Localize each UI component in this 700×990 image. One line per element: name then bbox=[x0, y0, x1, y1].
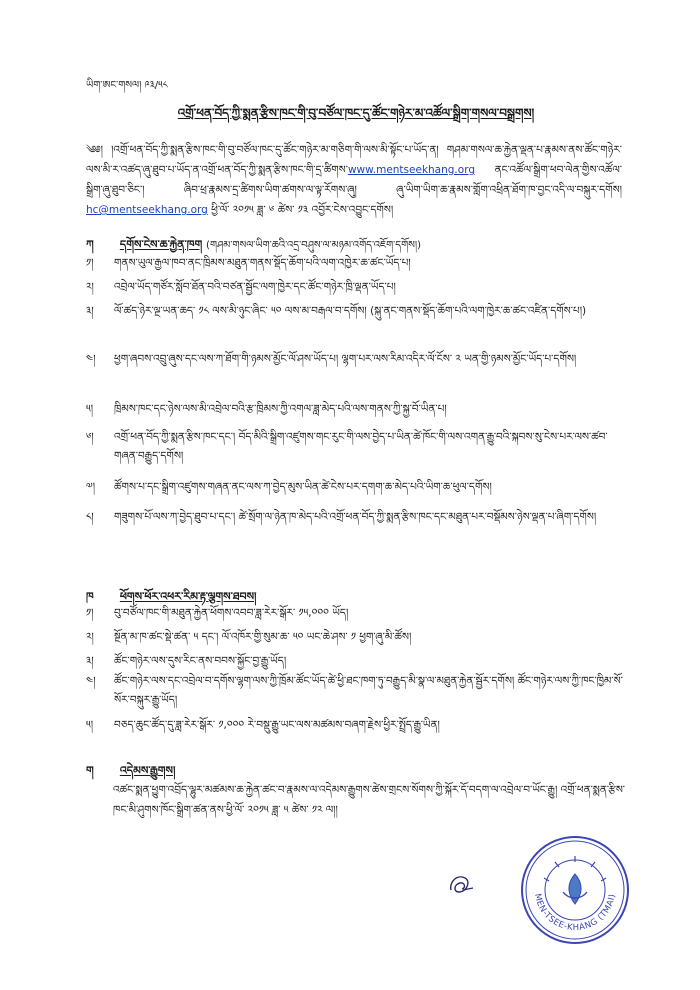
item-number: ༢། bbox=[86, 631, 94, 643]
list-item bbox=[86, 278, 626, 297]
list-item bbox=[86, 604, 626, 623]
list-item bbox=[86, 400, 626, 419]
list-item bbox=[86, 652, 626, 671]
item-number: ༨། bbox=[86, 511, 94, 523]
seal-icon bbox=[519, 834, 631, 946]
list-item bbox=[86, 508, 626, 527]
item-number: ༤། bbox=[86, 353, 96, 365]
section-marker: ཀ bbox=[86, 238, 94, 251]
list-item bbox=[86, 254, 626, 273]
item-number: ༢། bbox=[86, 281, 94, 293]
intro-text-3: ཕྱི་ལོ་ ༢༠༡༥ ཟླ་ ༦ ཚེས་ ༡༣ འབྱོར་ངེས་འབྱུང་དགོས། bbox=[207, 204, 394, 216]
list-item bbox=[86, 302, 626, 321]
item-text: ཁྲིམས་ཁང་དང་ཉེས་ལས་མི་འབྲེལ་བའི་རྩ་ཁྲིམས་ཀྱི་འགལ་ཟླ་མེད་པའི་ལས་གནས་ཀྱི་སྐྱ་བོ་ཡིན་པ། bbox=[114, 403, 447, 415]
item-number: ༦། bbox=[86, 431, 94, 443]
item-text: ཚོང་གཉེར་ལས་དུས་རིང་ནས་བབས་སྐྱོང་བྱ་རྒྱུ་ཡོད། bbox=[114, 655, 287, 667]
section-heading-text: དགོས་ངེས་ཆ་རྐྱེན་ཁག bbox=[119, 238, 203, 251]
item-text: ཚོང་གཉེར་ལས་དང་འབྲེལ་བ་དགོས་ལྷག་ལས་ཀྱི་ཁྲོམ་ཚོང་ཡོད་ཚེ་ཕྱི་ཐང་ཁག་ཏུ་བརྒྱུད་མི་སྣ་ལ་མཐུན་རྐྱེན་སྦྱོར་དགོས། ཚོང་གཉེར་ལས་ཀྱི་ཁང་ཁྱིམ་སོ་སོར་བསྐུར་རྒྱུ་ཡོད། bbox=[114, 675, 623, 706]
list-item bbox=[86, 350, 626, 369]
section-heading-text: ཕོགས་ཕོར་འཕར་རིམ་རྟ་ལྕགས་ཐབས། bbox=[119, 590, 257, 603]
list-item bbox=[86, 716, 626, 735]
email-link[interactable]: hc@mentseekhang.org bbox=[86, 204, 208, 216]
list-item bbox=[86, 428, 626, 466]
item-number: ༡། bbox=[86, 257, 94, 269]
list-item bbox=[86, 628, 626, 647]
intro-paragraph bbox=[86, 140, 622, 220]
item-text: གཟུགས་པོ་ལས་ཀ་བྱེད་ཐུབ་པ་དང་། ཚེ་སྲོག་ལ་ཉེན་ཁ་མེད་པའི་འགྲོ་ཕན་བོད་ཀྱི་སྨན་རྩིས་ཁང་དང་མཐུན་པར་བསྡོམས་ཉེས་ལྡན་པ་ཞིག་དགོས། bbox=[114, 511, 597, 523]
intro-text-2: ནང་འཚོལ་སྒྲིག་ཕབ་ལེན་གྱིས་འཚོལ་སྒྲིག་ཞུ་ཐུབ་ཅིང་། ཞིབ་ཕྲ་རྣམས་དྲ་ཚིགས་ཡིག་ཚགས་ལ་ལྟ་རོགས་ཞུ། ཞུ་ཡིག་ཡིག་ཆ་རྣམས་གློག་འཕྲིན་ཐོག་ཁ་བྱང་འདི་ལ་བསྐུར་དགོས། bbox=[86, 164, 622, 196]
item-number: ༥། bbox=[86, 403, 94, 415]
section-marker: ཁ bbox=[86, 590, 94, 603]
reference-number: ཡིག་ཨང་གསལ། ༩༣/༥༨ bbox=[86, 80, 168, 91]
item-number: ༥། bbox=[86, 719, 94, 731]
item-text: གནས་ཡུལ་རྒྱལ་ཁབ་ནང་ཁྲིམས་མཐུན་གནས་སྡོད་ཆོག་པའི་ལག་འཁྱེར་ཆ་ཚང་ཡོད་པ། bbox=[114, 257, 411, 269]
item-text: ལོ་ཚད་ཉེར་ལྔ་ཡན་ཆད་ ༡༨ ལས་མི་ཉུང་ཞིང་ ༥༠ ལས་མ་བརྒལ་བ་དགོས། (སྐུ་ནང་གནས་སྡོད་ཆོག་པའི་ལག་ཁྱེར་ཆ་ཚང་འཛིན་དགོས་པ།) bbox=[114, 305, 587, 317]
item-text: བཅད་ཆུང་ཚོད་དུ་ཟླ་རེར་སྒོར་ ༡,༠༠༠ རེ་བསྡུ་རྒྱུ་ཡང་ལས་མཚམས་བཞག་རྗེས་ཕྱིར་སྤྲོད་རྒྱུ་ཡིན། bbox=[114, 719, 440, 731]
item-number: ༤། bbox=[86, 675, 96, 687]
item-number: ༡། bbox=[86, 607, 94, 619]
section-marker: ག bbox=[86, 764, 94, 777]
item-number: ༣། bbox=[86, 305, 94, 317]
section-heading-text: འདེམས་རྒྱུགས། bbox=[119, 764, 176, 777]
item-text: འབྲེལ་ཡོད་གཙོར་སློབ་ཐོན་བའི་བཙན་སྦྱོང་ལག་ཁྱེར་དང་ཚོང་གཉེར་ཁྲི་ལྡན་ཡོད་པ། bbox=[114, 281, 396, 293]
item-text: སྔོན་མ་ཁ་ཚང་སྡེ་ཚན་ ༥ དང་། ལོ་འཁོར་གྱི་སུམ་ཆ་ ༥༠ ཡང་ཆེ་ཤས་ ༡ ཕྱག་ཞུ་མི་ཚོས། bbox=[114, 631, 412, 643]
section-note: (གཤམ་གསལ་ཡིག་ཆའི་འདྲ་བཤུས་ལ་མཉམ་འགོད་འཇོག་དགོས།) bbox=[206, 240, 421, 251]
list-item bbox=[86, 478, 626, 497]
page-title: འགྲོ་ཕན་བོད་ཀྱི་སྨན་རྩིས་ཁང་གི་བུ་བཙོལ་ཁང་དུ་ཚོང་གཉེར་མ་འཚོལ་སྒྲིག་གསལ་བསྒྲགས། bbox=[177, 106, 535, 120]
intro-text-1: ༄༅། །འགྲོ་ཕན་བོད་ཀྱི་སྨན་རྩིས་ཁང་གི་བུ་བཙོལ་ཁང་དུ་ཚོང་གཉེར་མ་གཅིག་གི་ལས་མི་སྟོང་པ་ཡོད་ན། གཤམ་གསལ་ཆ་རྐྱེན་ལྡན་པ་རྣམས་ནས་ཚོང་གཉེར་ལས་མི་ར་འཚད་ཞུ་ཐུབ་པ་ཡོད་ན་འགྲོ་ཕན་བོད་ཀྱི་སྨན་རྩིས་ཁང་གི་དྲ་ཚིགས་ bbox=[86, 144, 622, 176]
item-number: ༣། bbox=[86, 655, 94, 667]
seal-text: MEN-TSEE-KHANG (TMAI) bbox=[532, 892, 618, 934]
item-text: འགྲོ་ཕན་བོད་ཀྱི་སྨན་རྩིས་ཁང་དང་། བོད་མིའི་སྒྲིག་འཛུགས་གང་རུང་གི་ལས་བྱེད་པ་ཡིན་ཚེ་ཁོང་གི་ལས་འགན་རྒྱུ་བའི་སྐབས་སུ་ངེས་པར་ལས་ཚབ་གཞན་བརྒྱུད་དགོས། bbox=[114, 431, 608, 462]
item-text: ཕྱག་ཞབས་འབྲུ་ཞུས་དང་ལས་ཀ་ཐོག་གི་ཉམས་མྱོང་ལོ་ཤས་ཡོད་པ། ལྷག་པར་ལས་རིམ་འདིར་ལོ་ངོས་ ༢ ཡན་གྱི་ཉམས་མྱོང་ཡོད་པ་དགོས། bbox=[114, 353, 577, 365]
closing-paragraph: འཚང་སྨན་ཕྱུག་འབྲོད་ལྷུར་མཚམས་ཆ་རྐྱེན་ཚང་བ་རྣམས་ལ་འདེམས་རྒྱུགས་ཚེས་གྲངས་སོགས་ཀྱི་སྐོར་དོ་བདག་ལ་འབྲེལ་བ་ཡོང་རྒྱུ། འགྲོ་ཕན་སྨན་རྩིས་ཁང་མི་ཤུགས་ཁོང་སྒྲིག་ཚན་ནས་ཕྱི་ལོ་ ༢༠༡༥ ཟླ་ ༥ ཚེས་ ༡༢ ལ།། bbox=[113, 784, 625, 816]
item-number: ༧། bbox=[86, 481, 96, 493]
item-text: བུ་བཙོལ་ཁང་གི་མཐུན་རྐྱེན་ཕོགས་འབབ་ཟླ་རེར་སྒོར་ ༡༥,༠༠༠ ཡོད། bbox=[114, 607, 349, 619]
list-item bbox=[86, 672, 626, 710]
item-text: ཚོགས་པ་དང་སྒྲིག་འཛུགས་གཞན་ནང་ལས་ཀ་བྱེད་མུས་ཡིན་ཚེ་ངེས་པར་དགག་ཆ་མེད་པའི་ཡིག་ཆ་ཕུལ་དགོས། bbox=[114, 481, 492, 493]
signature-icon bbox=[443, 866, 481, 904]
website-link[interactable]: www.mentseekhang.org bbox=[347, 164, 475, 176]
